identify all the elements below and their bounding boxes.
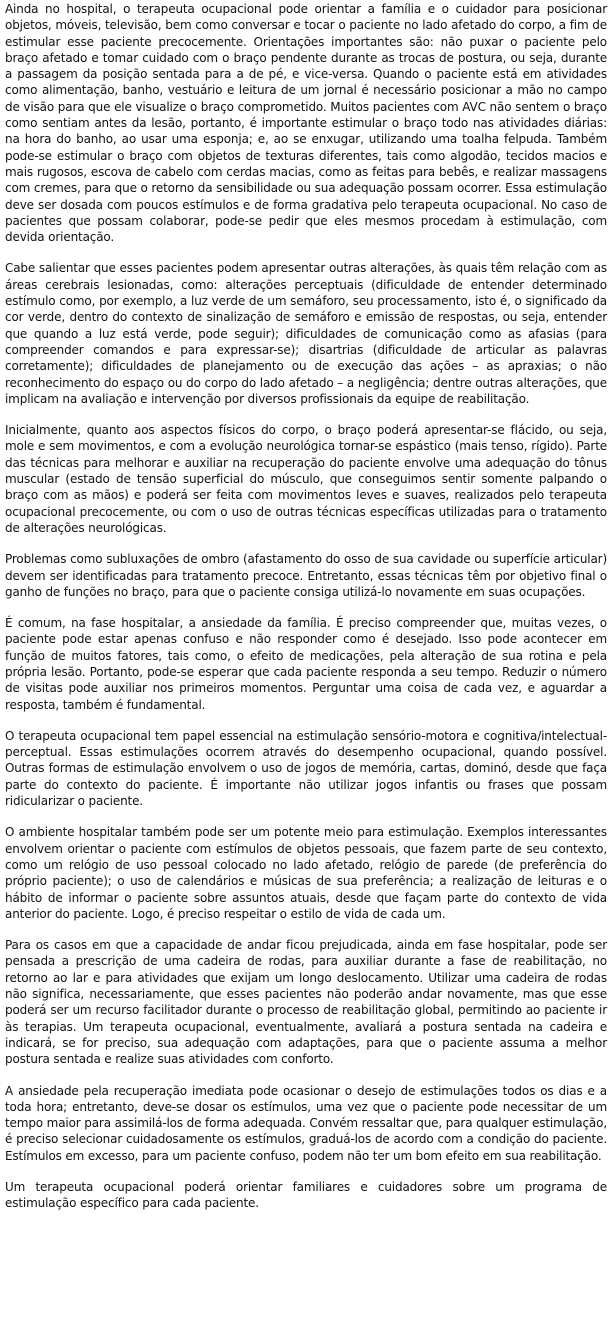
paragraph-family-anxiety: É comum, na fase hospitalar, a ansiedade da família. É preciso compreender que, muitas vezes, o paciente pode estar apenas confuso e não responder como é desejado. Isso pode acontecer em função de muitos fatores, tais como, o efeito de medicações, pela alteração de sua rotina e pela própria lesão. Portanto, pode-se esperar que cada paciente responda a seu tempo. Reduzir o número de visitas pode auxiliar nos primeiros momentos. Perguntar uma coisa de cada vez, e aguardar a resposta, também é fundamental. <box>5 616 607 712</box>
paragraph-wheelchair: Para os casos em que a capacidade de andar ficou prejudicada, ainda em fase hospitalar, pode ser pensada a prescrição de uma cadeira de rodas, para auxiliar durante a fase de reabilitação, no retorno ao lar e para atividades que exijam um longo deslocamento. Utilizar uma cadeira de rodas não significa, necessariamente, que esses pacientes não poderão andar novamente, mas que esse poderá ser um recurso facilitador durante o processo de reabilitação global, permitindo ao paciente ir às terapias. Um terapeuta ocupacional, eventualmente, avaliará a postura sentada na cadeira e indicará, se for preciso, sua adequação com adaptações, para que o paciente assuma a melhor postura sentada e realize suas atividades com conforto. <box>5 938 607 1067</box>
paragraph-hospital-environment: O ambiente hospitalar também pode ser um potente meio para estimulação. Exemplos interessantes envolvem orientar o paciente com estímulos de objetos pessoais, que fazem parte de seu contexto, como um relógio de uso pessoal colocado no lado afetado, relógio de parede (de preferência do próprio paciente); o uso de calendários e músicas de sua preferência; a realização de leituras e o hábito de informar o paciente sobre assuntos atuais, desde que façam parte do contexto de vida anterior do paciente. Logo, é preciso respeitar o estilo de vida de cada um. <box>5 825 607 921</box>
paragraph-stimulus-dosage: A ansiedade pela recuperação imediata pode ocasionar o desejo de estimulações todos os dias e a toda hora; entretanto, deve-se dosar os estímulos, uma vez que o paciente pode necessitar de um tempo maior para assimilá-los de forma adequada. Convém ressaltar que, para qualquer estimulação, é preciso selecionar cuidadosamente os estímulos, graduá-los de acordo com a condição do paciente. Estímulos em excesso, para um paciente confuso, podem não ter um bom efeito em sua reabilitação. <box>5 1083 607 1163</box>
paragraph-physical-aspects: Inicialmente, quanto aos aspectos físicos do corpo, o braço poderá apresentar-se flácido, ou seja, mole e sem movimentos, e com a evolução neurológica tornar-se espástico (mais tenso, rígido). Parte das técnicas para melhorar e auxiliar na recuperação do paciente envolve uma adequação do tônus muscular (estado de tensão superficial do músculo, que conseguimos sentir somente palpando o braço com as mãos) e poderá ser feita com movimentos leves e suaves, realizados pelo terapeuta ocupacional precocemente, ou com o uso de outras técnicas específicas utilizadas para o tratamento de alterações neurológicas. <box>5 423 607 535</box>
paragraph-other-alterations: Cabe salientar que esses pacientes podem apresentar outras alterações, às quais têm relação com as áreas cerebrais lesionadas, como: alterações perceptuais (dificuldade de entender determinado estímulo como, por exemplo, a luz verde de um semáforo, seu processamento, isto é, o significado da cor verde, dentro do contexto de sinalização de semáforo e emissão de respostas, ou seja, entender que quando a luz está verde, pode seguir); dificuldades de comunicação como as afasias (para compreender comandos e para expressar-se); disartrias (dificuldade de articular as palavras corretamente); dificuldades de planejamento ou de execução das ações – as apraxias; o não reconhecimento do espaço ou do corpo do lado afetado – a negligência; dentre outras alterações, que implicam na avaliação e intervenção por diversos profissionais da equipe de reabilitação. <box>5 261 607 406</box>
paragraph-sensory-motor-stimulation: O terapeuta ocupacional tem papel essencial na estimulação sensório-motora e cognitiva/intelectual-perceptual. Essas estimulações ocorrem através do desempenho ocupacional, quando possível. Outras formas de estimulação envolvem o uso de jogos de memória, cartas, dominó, desde que faça parte do contexto do paciente. É importante não utilizar jogos infantis ou frases que possam ridicularizar o paciente. <box>5 728 607 809</box>
paragraph-shoulder-subluxation: Problemas como subluxações de ombro (afastamento do osso de sua cavidade ou superfície articular) devem ser identificadas para tratamento precoce. Entretanto, essas técnicas têm por objetivo final o ganho de funções no braço, para que o paciente consiga utilizá-lo novamente em suas ocupações. <box>5 552 607 599</box>
paragraph-stimulation-program: Um terapeuta ocupacional poderá orientar familiares e cuidadores sobre um programa de estimulação específico para cada paciente. <box>5 1180 607 1211</box>
paragraph-hospital-orientation: Ainda no hospital, o terapeuta ocupacional pode orientar a família e o cuidador para posicionar objetos, móveis, televisão, bem como conversar e tocar o paciente no lado afetado do corpo, a fim de estimular esse paciente precocemente. Orientações importantes são: não puxar o paciente pelo braço afetado e tomar cuidado com o braço pendente durante as trocas de postura, ou seja, durante a passagem da posição sentada para a de pé, e vice-versa. Quando o paciente está em atividades como alimentação, banho, vestuário e leitura de um jornal é necessário posicionar a mão no campo de visão para que ele visualize o braço comprometido. Muitos pacientes com AVC não sentem o braço como sentiam antes da lesão, portanto, é importante estimular o braço todo nas atividades diárias: na hora do banho, ao usar uma esponja; e, ao se enxugar, utilizando uma toalha felpuda. Também pode-se estimular o braço com objetos de texturas diferentes, tais como algodão, tecidos macios e mais rugosos, escova de cabelo com cerdas macias, como as feitas para bebês, e realizar massagens com cremes, para que o retorno da sensibilidade ou sua adequação possam ocorrer. Essa estimulação deve ser dosada com poucos estímulos e de forma gradativa pelo terapeuta ocupacional. No caso de pacientes que possam colaborar, pode-se pedir que eles mesmos procedam à estimulação, com devida orientação. <box>5 2 607 245</box>
